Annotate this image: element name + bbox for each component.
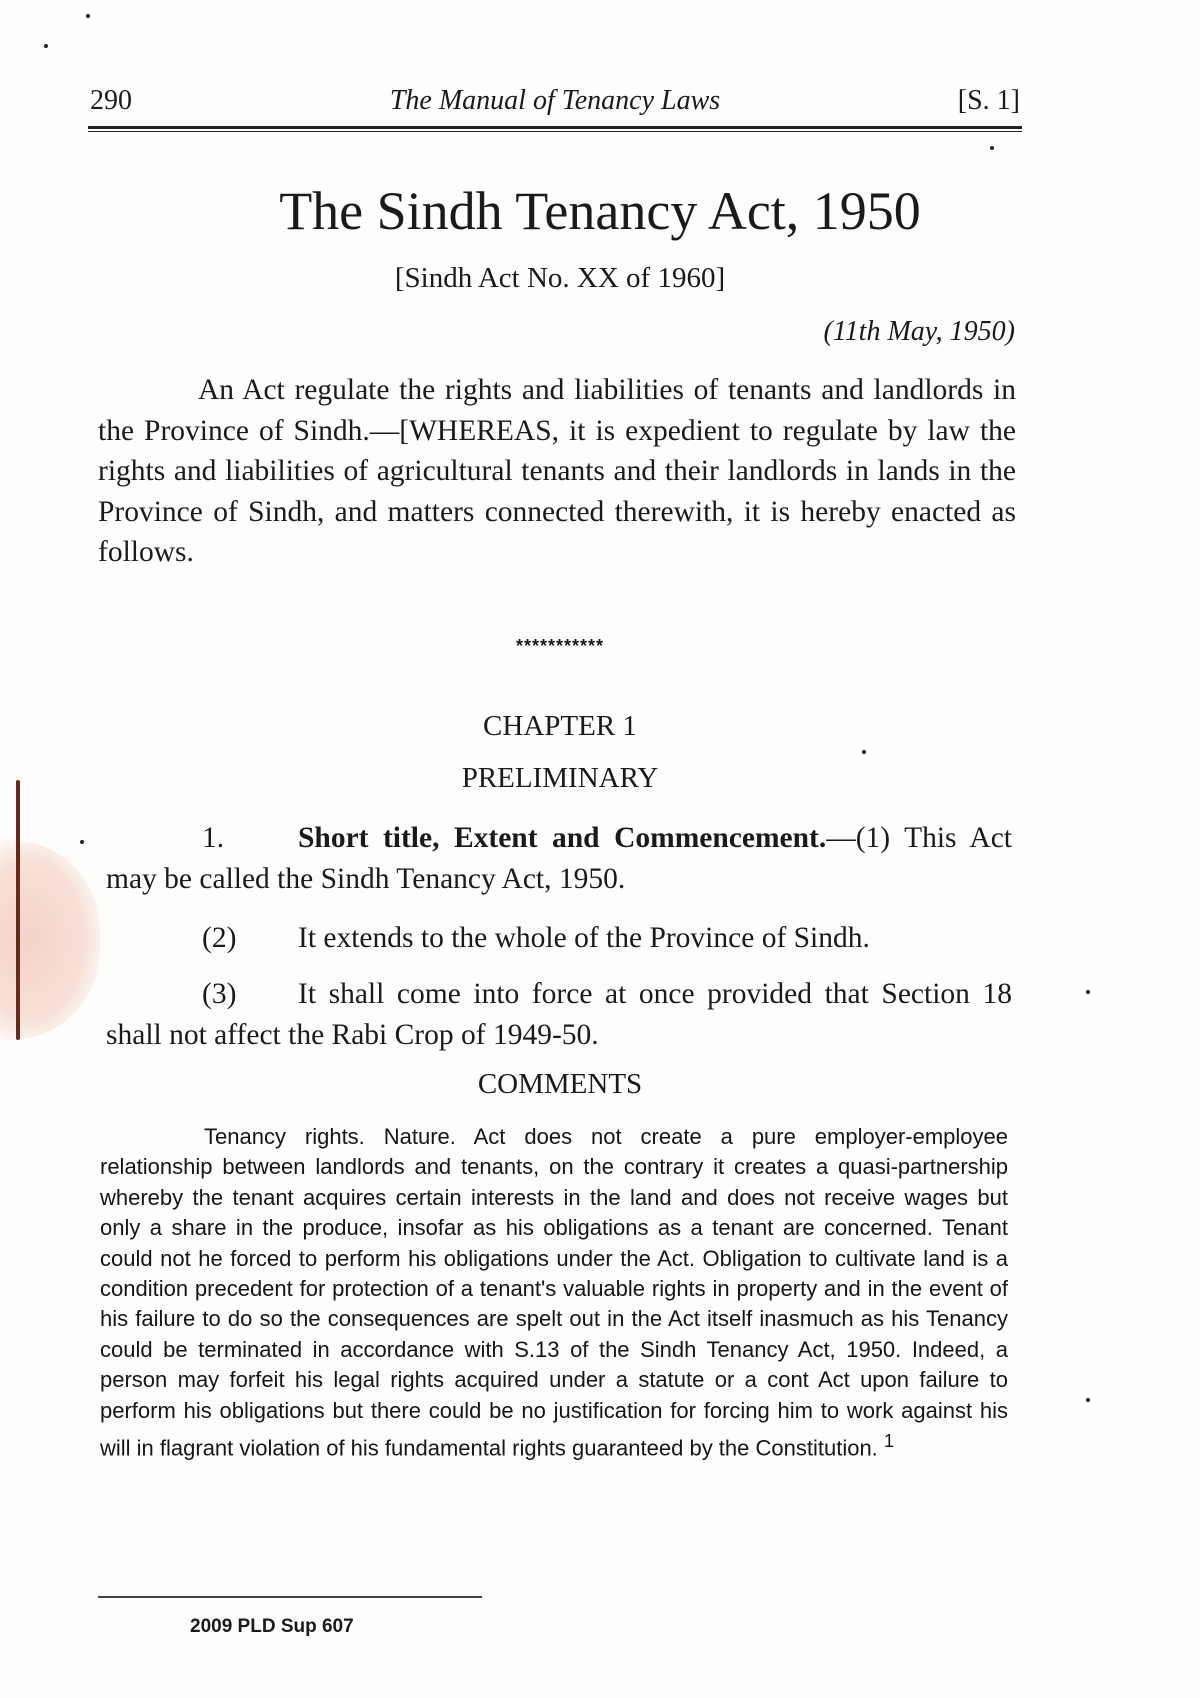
act-date: (11th May, 1950) (823, 316, 1015, 347)
subsection-number: (2) (202, 922, 237, 954)
subsection-3 (106, 974, 1012, 1055)
footnote-rule (98, 1596, 482, 1598)
section-reference: [S. 1] (957, 85, 1020, 116)
speck (44, 44, 48, 48)
section-heading: Short title, Extent and Commencement. (298, 822, 827, 854)
speck (990, 146, 994, 150)
section-text: —(1) This Act may be called the Sindh Tenancy Act, 1950. (106, 822, 1012, 895)
chapter-name: PRELIMINARY (461, 762, 659, 794)
act-number: [Sindh Act No. XX of 1960] (394, 262, 726, 294)
section-1 (106, 818, 1012, 899)
preamble: An Act regulate the rights and liabilities of tenants and landlords in the Province of Sindh.—[WHEREAS, it is expedient to regulate by law the rights and liabilities of agricultural tenants and their landlords in lands in the Province of Sindh, and matters connected therewith, it is hereby enacted as follows. (98, 374, 1016, 568)
comments-body (100, 1122, 1008, 1464)
separator-stars: *********** (515, 636, 605, 656)
thumb-shadow (0, 840, 100, 1040)
footnote: 2009 PLD Sup 607 (190, 1616, 354, 1637)
footnote-marker: 1 (883, 1430, 895, 1452)
speck (1086, 1398, 1090, 1402)
comments-heading: COMMENTS (477, 1068, 643, 1100)
subsection-2 (106, 918, 1012, 959)
subsection-text: It extends to the whole of the Province of Sindh. (298, 922, 870, 954)
subsection-text: It shall come into force at once provided that Section 18 shall not affect the Rabi Crop of 1949-50. (106, 978, 1012, 1051)
subsection-number: (3) (202, 978, 237, 1010)
running-title: The Manual of Tenancy Laws (389, 85, 721, 116)
speck (862, 750, 866, 754)
speck (1086, 990, 1090, 994)
page-edge-mark (16, 780, 20, 1040)
running-header (90, 85, 1020, 125)
speck (86, 14, 90, 18)
act-title: The Sindh Tenancy Act, 1950 (279, 181, 921, 241)
speck (80, 840, 84, 844)
comments-text: Tenancy rights. Nature. Act does not create a pure employer-employee relationship between landlords and tenants, on the contrary it creates a quasi-partnership whereby the tenant acquires certain interests in the land and does not receive wages but only a share in the produce, insofar as his obligations as a tenant are concerned. Tenant could not he forced to perform his obligations under the Act. Obligation to cultivate land is a condition precedent for protection of a tenant's valuable rights in property and in the event of his failure to do so the consequences are spelt out in the Act itself inasmuch as his Tenancy could be terminated in accordance with S.13 of the Sindh Tenancy Act, 1950. Indeed, a person may forfeit his legal rights acquired under a statute or a cont Act upon failure to perform his obligations but there could be no justification for forcing him to work against his will in flagrant violation of his fundamental rights guaranteed by the Constitution. (100, 1124, 1008, 1461)
section-number: 1. (202, 822, 225, 854)
header-rule (88, 126, 1022, 132)
page-number: 290 (90, 85, 132, 116)
chapter-label: CHAPTER 1 (483, 710, 637, 742)
